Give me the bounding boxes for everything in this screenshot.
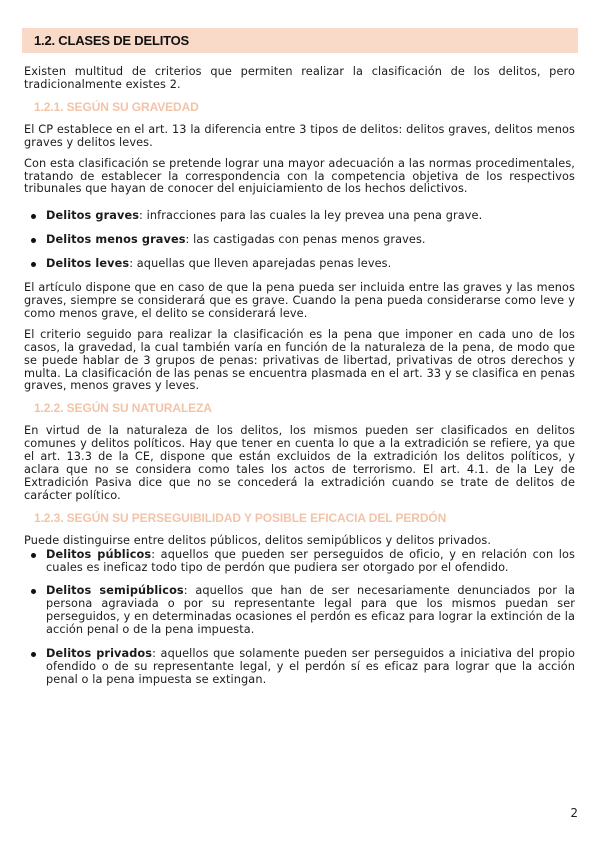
list-item-text: : aquellos que solamente pueden ser perseguidos a iniciativa del propio ofendido o de su representante legal, y el perdón sí es eficaz para lograr que la acción penal o la pena impuesta se extingan. bbox=[46, 647, 575, 686]
intro-paragraph: Existen multitud de criterios que permiten realizar la clasificación de los delitos, pero tradicionalmente existes 2. bbox=[24, 65, 575, 91]
list-item-term: Delitos semipúblicos bbox=[46, 584, 184, 598]
bullet-icon bbox=[31, 589, 36, 594]
naturaleza-paragraph-1: En virtud de la naturaleza de los delitos, los mismos pueden ser clasificados en delitos comunes y delitos políticos. Hay que tener en cuenta lo que a la extradición se refiere, ya que el art. 13.3 de la CE, dispone que están excluidos de la extradición los delitos políticos, y aclara que no se considera como tales los actos de terrorismo. El art. 4.1. de la Ley de Extradición Pasiva dice que no se concederá la extradición cuando se trate de delitos de carácter político. bbox=[24, 424, 575, 502]
subsection-title-naturaleza: 1.2.2. SEGÚN SU NATURALEZA bbox=[34, 401, 212, 416]
list-item-text: : infracciones para las cuales la ley prevea una pena grave. bbox=[139, 209, 483, 223]
list-item-term: Delitos graves bbox=[46, 209, 140, 223]
list-item-text: : las castigadas con penas menos graves. bbox=[185, 233, 426, 247]
bullet-icon bbox=[31, 214, 36, 219]
list-item-text: : aquellos que pueden ser perseguidos de oficio, y en relación con los cuales es ineficaz todo tipo de perdón que pudiera ser otorgado por el ofendido. bbox=[46, 547, 575, 574]
list-item-text: : aquellos que han de ser necesariamente denunciados por la persona agraviada o por su representante legal para que los mismos puedan ser perseguidos, y en determinadas ocasiones el perdón es eficaz para lograr la extinción de la acción penal o de la pena impuesta. bbox=[46, 584, 575, 637]
bullet-icon bbox=[31, 652, 36, 657]
list-item-text: : aquellas que lleven aparejadas penas leves. bbox=[129, 257, 392, 271]
list-item-term: Delitos públicos bbox=[46, 547, 152, 561]
document-body bbox=[24, 66, 575, 698]
subsection-title-perseguibilidad: 1.2.3. SEGÚN SU PERSEGUIBILIDAD Y POSIBLE EFICACIA DEL PERDÓN bbox=[34, 510, 447, 525]
bullet-icon bbox=[31, 262, 36, 267]
bullet-icon bbox=[31, 238, 36, 243]
perseguibilidad-list bbox=[24, 549, 575, 687]
section-title: 1.2. CLASES DE DELITOS bbox=[34, 33, 190, 48]
section-header bbox=[22, 28, 578, 53]
gravedad-paragraph-4: El criterio seguido para realizar la clasificación es la pena que imponer en cada uno de los casos, la gravedad, la cual también varía en función de la naturaleza de la pena, de modo que se puede hablar de 3 grupos de penas: privativas de libertad, privativas de otros derechos y multa. La clasificación de las penas se encuentra plasmada en el art. 33 y se clasifica en penas graves, menos graves y leves. bbox=[24, 327, 575, 393]
list-item bbox=[24, 549, 575, 575]
list-item-term: Delitos menos graves bbox=[46, 233, 186, 247]
list-item-term: Delitos privados bbox=[46, 647, 153, 661]
gravedad-list bbox=[24, 210, 575, 271]
list-item bbox=[24, 234, 575, 247]
gravedad-paragraph-3: El artículo dispone que en caso de que la pena pueda ser incluida entre las graves y las menos graves, siempre se considerará que es grave. Cuando la pena pueda considerarse como leve y como menos grave, el delito se considerará leve. bbox=[24, 281, 575, 320]
list-item bbox=[24, 210, 575, 223]
perseguibilidad-paragraph-1: Puede distinguirse entre delitos públicos, delitos semipúblicos y delitos privados. bbox=[24, 533, 492, 547]
list-item bbox=[24, 258, 575, 271]
gravedad-paragraph-2: Con esta clasificación se pretende lograr una mayor adecuación a las normas procedimentales, tratando de establecer la correspondencia con la competencia objetiva de los respectivos tribunales que hayan de conocer del enjuiciamiento de los hechos delictivos. bbox=[24, 156, 575, 196]
list-item bbox=[24, 585, 575, 637]
list-item bbox=[24, 648, 575, 687]
gravedad-paragraph-1: El CP establece en el art. 13 la diferencia entre 3 tipos de delitos: delitos graves, delitos menos graves y delitos leves. bbox=[24, 122, 575, 149]
subsection-title-gravedad: 1.2.1. SEGÚN SU GRAVEDAD bbox=[34, 99, 199, 114]
list-item-term: Delitos leves bbox=[46, 257, 130, 271]
bullet-icon bbox=[31, 553, 36, 558]
page-number: 2 bbox=[570, 806, 578, 820]
